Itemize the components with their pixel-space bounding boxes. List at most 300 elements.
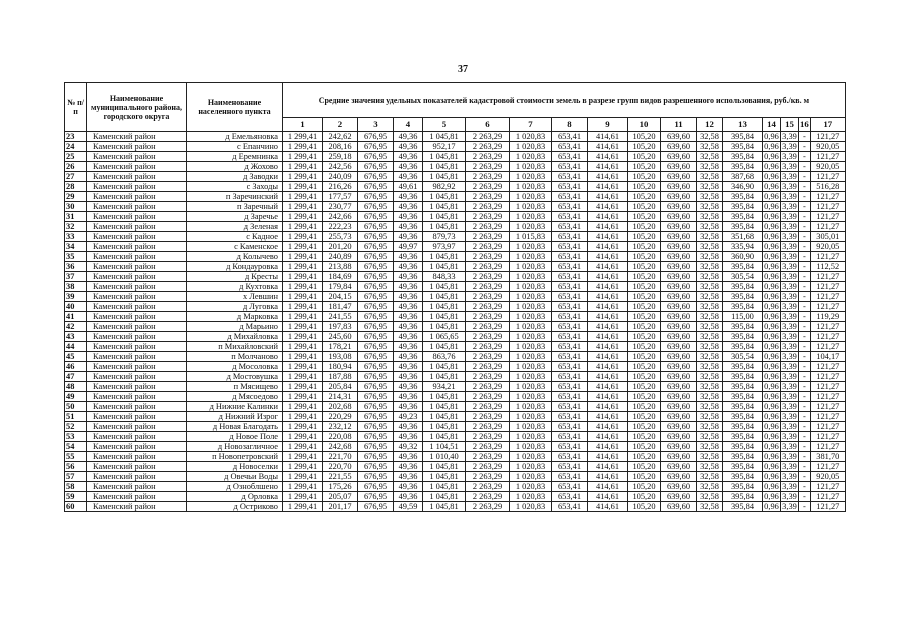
value-cell-group-14: 0,96: [764, 432, 779, 441]
value-cell-group-12: 32,58: [697, 212, 723, 222]
value-cell-group-1: 1 299,41: [283, 392, 323, 402]
value-cell-group-16: -: [799, 482, 811, 492]
value-cell-group-17: 121,27: [810, 412, 845, 422]
value-cell-group-9: 414,61: [588, 232, 628, 242]
value-cell-group-16: -: [799, 282, 811, 292]
value-cell-group-3: 676,95: [358, 132, 394, 142]
value-cell-group-17: 121,27: [810, 252, 845, 262]
value-cell-group-14: 0,96: [764, 322, 779, 331]
value-cell-group-14: 0,96: [764, 182, 779, 191]
value-cell-group-15: 3,39: [782, 262, 797, 271]
value-cell-group-9: 414,61: [588, 222, 628, 232]
value-cell-group-12: 32,58: [697, 392, 723, 402]
row-number: 23: [65, 132, 87, 142]
value-cell-group-11: 639,60: [661, 482, 697, 492]
value-cell-group-11: 639,60: [661, 212, 697, 222]
value-cell-group-13: 395,84: [723, 372, 763, 382]
value-cell-group-10: 105,20: [628, 362, 661, 372]
value-cell-group-2: 242,62: [323, 132, 358, 142]
settlement-cell: д Жохово: [187, 162, 283, 172]
value-cell-group-11: 639,60: [661, 172, 697, 182]
value-cell-group-11: 639,60: [661, 162, 697, 172]
value-cell-group-13: 395,84: [723, 292, 763, 302]
value-cell-group-4: 49,36: [394, 192, 423, 202]
value-cell-group-10: 105,20: [628, 452, 661, 462]
value-cell-group-17: 121,27: [810, 422, 845, 432]
district-cell: Каменский район: [87, 452, 187, 462]
value-cell-group-16: -: [799, 342, 811, 352]
row-number: 42: [65, 322, 87, 332]
value-cell-group-7: 1 020,83: [510, 162, 552, 172]
row-number: 43: [65, 332, 87, 342]
value-cell-group-5: 1 045,81: [423, 402, 466, 412]
value-cell-group-4: 49,36: [394, 492, 423, 502]
row-number: 58: [65, 482, 87, 492]
header-group-8: 8: [552, 118, 588, 132]
value-cell-group-5: 1 010,40: [423, 452, 466, 462]
value-cell-group-9: 414,61: [588, 342, 628, 352]
value-cell-group-9: 414,61: [588, 462, 628, 472]
value-cell-group-5: 1 045,81: [423, 292, 466, 302]
value-cell-group-11: 639,60: [661, 382, 697, 392]
value-cell-group-5: 1 045,81: [423, 162, 466, 172]
value-cell-group-4: 49,36: [394, 302, 423, 312]
value-cell-group-1: 1 299,41: [283, 152, 323, 162]
value-cell-group-6: 2 263,29: [466, 392, 510, 402]
value-cell-group-1: 1 299,41: [283, 142, 323, 152]
table-row: [65, 412, 846, 422]
value-cell-group-4: 49,36: [394, 332, 423, 342]
row-number: 56: [65, 462, 87, 472]
value-cell-group-16: -: [799, 252, 811, 262]
value-cell-group-10: 105,20: [628, 282, 661, 292]
value-cell-group-16: -: [799, 502, 811, 512]
value-cell-group-6: 2 263,29: [466, 152, 510, 162]
value-cell-group-4: 49,36: [394, 132, 423, 142]
value-cell-group-4: 49,36: [394, 152, 423, 162]
value-cell-group-4: 49,36: [394, 352, 423, 362]
value-cell-group-8: 653,41: [552, 312, 588, 322]
value-cell-group-17: 119,29: [810, 312, 845, 322]
value-cell-group-2: 201,20: [323, 242, 358, 252]
value-cell-group-10: 105,20: [628, 292, 661, 302]
value-cell-group-1: 1 299,41: [283, 472, 323, 482]
value-cell-group-1: 1 299,41: [283, 222, 323, 232]
value-cell-group-9: 414,61: [588, 282, 628, 292]
value-cell-group-4: 49,36: [394, 342, 423, 352]
value-cell-group-3: 676,95: [358, 442, 394, 452]
value-cell-group-10: 105,20: [628, 352, 661, 362]
district-cell: Каменский район: [87, 472, 187, 482]
value-cell-group-9: 414,61: [588, 392, 628, 402]
value-cell-group-8: 653,41: [552, 492, 588, 502]
value-cell-group-16: -: [799, 182, 811, 192]
table-body: [65, 132, 846, 512]
value-cell-group-2: 197,83: [323, 322, 358, 332]
settlement-cell: д Мосоловка: [187, 362, 283, 372]
value-cell-group-11: 639,60: [661, 422, 697, 432]
value-cell-group-12: 32,58: [697, 372, 723, 382]
value-cell-group-6: 2 263,29: [466, 212, 510, 222]
value-cell-group-10: 105,20: [628, 492, 661, 502]
value-cell-group-14: 0,96: [764, 492, 779, 501]
table-row: [65, 132, 846, 142]
value-cell-group-4: 49,36: [394, 482, 423, 492]
value-cell-group-11: 639,60: [661, 372, 697, 382]
value-cell-group-1: 1 299,41: [283, 362, 323, 372]
value-cell-group-13: 395,84: [723, 142, 763, 152]
value-cell-group-7: 1 020,83: [510, 132, 552, 142]
value-cell-group-9: 414,61: [588, 482, 628, 492]
value-cell-group-2: 259,18: [323, 152, 358, 162]
value-cell-group-12: 32,58: [697, 282, 723, 292]
value-cell-group-13: 387,68: [723, 172, 763, 182]
value-cell-group-9: 414,61: [588, 292, 628, 302]
value-cell-group-11: 639,60: [661, 182, 697, 192]
value-cell-group-4: 49,36: [394, 222, 423, 232]
value-cell-group-2: 220,70: [323, 462, 358, 472]
value-cell-group-10: 105,20: [628, 262, 661, 272]
value-cell-group-14: 0,96: [764, 382, 779, 391]
district-cell: Каменский район: [87, 412, 187, 422]
value-cell-group-13: 360,90: [723, 252, 763, 262]
value-cell-group-6: 2 263,29: [466, 312, 510, 322]
value-cell-group-8: 653,41: [552, 422, 588, 432]
value-cell-group-2: 220,29: [323, 412, 358, 422]
value-cell-group-2: 221,55: [323, 472, 358, 482]
value-cell-group-15: 3,39: [782, 422, 797, 431]
settlement-cell: д Михайловка: [187, 332, 283, 342]
value-cell-group-6: 2 263,29: [466, 142, 510, 152]
value-cell-group-8: 653,41: [552, 462, 588, 472]
value-cell-group-16: -: [799, 322, 811, 332]
value-cell-group-4: 49,36: [394, 322, 423, 332]
value-cell-group-3: 676,95: [358, 412, 394, 422]
value-cell-group-14: 0,96: [764, 142, 779, 151]
value-cell-group-6: 2 263,29: [466, 162, 510, 172]
district-cell: Каменский район: [87, 382, 187, 392]
value-cell-group-4: 49,61: [394, 182, 423, 192]
value-cell-group-3: 676,95: [358, 362, 394, 372]
settlement-cell: п Молчаново: [187, 352, 283, 362]
value-cell-group-3: 676,95: [358, 392, 394, 402]
value-cell-group-14: 0,96: [764, 302, 779, 311]
settlement-cell: д Овечьи Воды: [187, 472, 283, 482]
table-row: [65, 472, 846, 482]
value-cell-group-7: 1 020,83: [510, 432, 552, 442]
value-cell-group-1: 1 299,41: [283, 482, 323, 492]
value-cell-group-11: 639,60: [661, 392, 697, 402]
value-cell-group-17: 121,27: [810, 432, 845, 442]
header-group-13: 13: [723, 118, 763, 132]
value-cell-group-9: 414,61: [588, 362, 628, 372]
value-cell-group-12: 32,58: [697, 502, 723, 512]
value-cell-group-17: 112,52: [810, 262, 845, 272]
value-cell-group-5: 1 045,81: [423, 132, 466, 142]
row-number: 45: [65, 352, 87, 362]
value-cell-group-3: 676,95: [358, 502, 394, 512]
value-cell-group-17: 121,27: [810, 322, 845, 332]
value-cell-group-13: 395,84: [723, 162, 763, 172]
value-cell-group-1: 1 299,41: [283, 332, 323, 342]
value-cell-group-11: 639,60: [661, 452, 697, 462]
value-cell-group-6: 2 263,29: [466, 222, 510, 232]
value-cell-group-14: 0,96: [764, 232, 779, 241]
table-row: [65, 152, 846, 162]
value-cell-group-16: -: [799, 212, 811, 222]
district-cell: Каменский район: [87, 432, 187, 442]
value-cell-group-8: 653,41: [552, 142, 588, 152]
value-cell-group-17: 121,27: [810, 222, 845, 232]
value-cell-group-9: 414,61: [588, 382, 628, 392]
value-cell-group-10: 105,20: [628, 142, 661, 152]
value-cell-group-8: 653,41: [552, 372, 588, 382]
settlement-cell: д Еремнинка: [187, 152, 283, 162]
value-cell-group-8: 653,41: [552, 222, 588, 232]
value-cell-group-1: 1 299,41: [283, 172, 323, 182]
value-cell-group-9: 414,61: [588, 302, 628, 312]
value-cell-group-5: 863,76: [423, 352, 466, 362]
row-number: 41: [65, 312, 87, 322]
district-cell: Каменский район: [87, 152, 187, 162]
value-cell-group-2: 216,26: [323, 182, 358, 192]
value-cell-group-13: 395,84: [723, 262, 763, 272]
value-cell-group-13: 395,84: [723, 202, 763, 212]
value-cell-group-9: 414,61: [588, 422, 628, 432]
value-cell-group-15: 3,39: [782, 162, 797, 171]
value-cell-group-1: 1 299,41: [283, 132, 323, 142]
value-cell-group-4: 49,36: [394, 392, 423, 402]
district-cell: Каменский район: [87, 352, 187, 362]
value-cell-group-9: 414,61: [588, 372, 628, 382]
value-cell-group-16: -: [799, 152, 811, 162]
value-cell-group-14: 0,96: [764, 242, 779, 251]
value-cell-group-11: 639,60: [661, 242, 697, 252]
value-cell-group-15: 3,39: [782, 492, 797, 501]
value-cell-group-3: 676,95: [358, 382, 394, 392]
value-cell-group-2: 175,26: [323, 482, 358, 492]
value-cell-group-14: 0,96: [764, 452, 779, 461]
value-cell-group-7: 1 020,83: [510, 492, 552, 502]
value-cell-group-15: 3,39: [782, 482, 797, 491]
value-cell-group-8: 653,41: [552, 132, 588, 142]
value-cell-group-10: 105,20: [628, 382, 661, 392]
value-cell-group-15: 3,39: [782, 172, 797, 181]
value-cell-group-11: 639,60: [661, 502, 697, 512]
value-cell-group-16: -: [799, 392, 811, 402]
value-cell-group-2: 213,88: [323, 262, 358, 272]
value-cell-group-7: 1 020,83: [510, 172, 552, 182]
value-cell-group-12: 32,58: [697, 132, 723, 142]
value-cell-group-12: 32,58: [697, 442, 723, 452]
value-cell-group-12: 32,58: [697, 452, 723, 462]
row-number: 60: [65, 502, 87, 512]
value-cell-group-17: 516,28: [810, 182, 845, 192]
value-cell-group-14: 0,96: [764, 222, 779, 231]
settlement-cell: с Каменское: [187, 242, 283, 252]
value-cell-group-17: 121,27: [810, 492, 845, 502]
value-cell-group-3: 676,95: [358, 182, 394, 192]
value-cell-group-13: 395,84: [723, 472, 763, 482]
value-cell-group-16: -: [799, 232, 811, 242]
table-row: [65, 202, 846, 212]
value-cell-group-15: 3,39: [782, 232, 797, 241]
value-cell-group-15: 3,39: [782, 222, 797, 231]
value-cell-group-8: 653,41: [552, 152, 588, 162]
value-cell-group-4: 49,36: [394, 292, 423, 302]
district-cell: Каменский район: [87, 192, 187, 202]
value-cell-group-3: 676,95: [358, 252, 394, 262]
value-cell-group-1: 1 299,41: [283, 492, 323, 502]
value-cell-group-15: 3,39: [782, 452, 797, 461]
value-cell-group-11: 639,60: [661, 262, 697, 272]
value-cell-group-2: 181,47: [323, 302, 358, 312]
value-cell-group-14: 0,96: [764, 362, 779, 371]
value-cell-group-8: 653,41: [552, 282, 588, 292]
header-group-2: 2: [323, 118, 358, 132]
table-row: [65, 322, 846, 332]
value-cell-group-13: 395,84: [723, 452, 763, 462]
value-cell-group-1: 1 299,41: [283, 192, 323, 202]
value-cell-group-10: 105,20: [628, 442, 661, 452]
value-cell-group-12: 32,58: [697, 262, 723, 272]
settlement-cell: д Колычево: [187, 252, 283, 262]
value-cell-group-3: 676,95: [358, 262, 394, 272]
value-cell-group-17: 121,27: [810, 192, 845, 202]
value-cell-group-8: 653,41: [552, 202, 588, 212]
value-cell-group-13: 395,84: [723, 422, 763, 432]
row-number: 51: [65, 412, 87, 422]
value-cell-group-12: 32,58: [697, 302, 723, 312]
value-cell-group-8: 653,41: [552, 232, 588, 242]
value-cell-group-4: 49,36: [394, 402, 423, 412]
value-cell-group-4: 49,59: [394, 502, 423, 512]
value-cell-group-5: 1 045,81: [423, 372, 466, 382]
value-cell-group-8: 653,41: [552, 472, 588, 482]
value-cell-group-3: 676,95: [358, 342, 394, 352]
value-cell-group-2: 220,08: [323, 432, 358, 442]
value-cell-group-3: 676,95: [358, 372, 394, 382]
district-cell: Каменский район: [87, 272, 187, 282]
settlement-cell: д Марьино: [187, 322, 283, 332]
value-cell-group-7: 1 020,83: [510, 242, 552, 252]
table-row: [65, 222, 846, 232]
value-cell-group-17: 121,27: [810, 382, 845, 392]
value-cell-group-11: 639,60: [661, 462, 697, 472]
header-group-6: 6: [466, 118, 510, 132]
value-cell-group-10: 105,20: [628, 502, 661, 512]
value-cell-group-14: 0,96: [764, 412, 779, 421]
district-cell: Каменский район: [87, 172, 187, 182]
value-cell-group-9: 414,61: [588, 272, 628, 282]
value-cell-group-7: 1 020,83: [510, 402, 552, 412]
value-cell-group-10: 105,20: [628, 252, 661, 262]
value-cell-group-6: 2 263,29: [466, 192, 510, 202]
value-cell-group-2: 242,68: [323, 442, 358, 452]
table-row: [65, 422, 846, 432]
settlement-cell: д Емельяновка: [187, 132, 283, 142]
value-cell-group-7: 1 020,83: [510, 322, 552, 332]
value-cell-group-4: 49,36: [394, 422, 423, 432]
district-cell: Каменский район: [87, 442, 187, 452]
row-number: 49: [65, 392, 87, 402]
header-group-16: 16: [799, 118, 811, 132]
value-cell-group-6: 2 263,29: [466, 322, 510, 332]
value-cell-group-16: -: [799, 242, 811, 252]
value-cell-group-8: 653,41: [552, 192, 588, 202]
row-number: 37: [65, 272, 87, 282]
value-cell-group-10: 105,20: [628, 172, 661, 182]
district-cell: Каменский район: [87, 182, 187, 192]
value-cell-group-10: 105,20: [628, 462, 661, 472]
value-cell-group-13: 395,84: [723, 302, 763, 312]
value-cell-group-7: 1 020,83: [510, 372, 552, 382]
district-cell: Каменский район: [87, 502, 187, 512]
header-group-11: 11: [661, 118, 697, 132]
value-cell-group-16: -: [799, 402, 811, 412]
value-cell-group-13: 395,84: [723, 482, 763, 492]
table-row: [65, 142, 846, 152]
value-cell-group-6: 2 263,29: [466, 472, 510, 482]
value-cell-group-12: 32,58: [697, 342, 723, 352]
value-cell-group-13: 395,84: [723, 222, 763, 232]
value-cell-group-15: 3,39: [782, 182, 797, 191]
settlement-cell: с Заходы: [187, 182, 283, 192]
value-cell-group-1: 1 299,41: [283, 282, 323, 292]
value-cell-group-2: 204,15: [323, 292, 358, 302]
value-cell-group-16: -: [799, 272, 811, 282]
header-group-14: 14: [763, 118, 781, 132]
settlement-cell: д Заречье: [187, 212, 283, 222]
settlement-cell: п Заречный: [187, 202, 283, 212]
settlement-cell: п Новопетровский: [187, 452, 283, 462]
value-cell-group-7: 1 020,83: [510, 272, 552, 282]
value-cell-group-6: 2 263,29: [466, 402, 510, 412]
value-cell-group-10: 105,20: [628, 242, 661, 252]
settlement-cell: с Епанчино: [187, 142, 283, 152]
settlement-cell: д Кресты: [187, 272, 283, 282]
value-cell-group-16: -: [799, 172, 811, 182]
value-cell-group-6: 2 263,29: [466, 282, 510, 292]
value-cell-group-1: 1 299,41: [283, 322, 323, 332]
value-cell-group-5: 1 045,81: [423, 392, 466, 402]
value-cell-group-11: 639,60: [661, 412, 697, 422]
value-cell-group-14: 0,96: [764, 192, 779, 201]
table-row: [65, 402, 846, 412]
settlement-cell: д Марковка: [187, 312, 283, 322]
value-cell-group-4: 49,36: [394, 282, 423, 292]
table-row: [65, 362, 846, 372]
value-cell-group-9: 414,61: [588, 352, 628, 362]
value-cell-group-7: 1 020,83: [510, 332, 552, 342]
value-cell-group-1: 1 299,41: [283, 242, 323, 252]
settlement-cell: д Новая Благодать: [187, 422, 283, 432]
table-row: [65, 442, 846, 452]
value-cell-group-3: 676,95: [358, 352, 394, 362]
value-cell-group-9: 414,61: [588, 492, 628, 502]
value-cell-group-9: 414,61: [588, 472, 628, 482]
value-cell-group-4: 49,23: [394, 412, 423, 422]
settlement-cell: д Остриково: [187, 502, 283, 512]
value-cell-group-17: 121,27: [810, 132, 845, 142]
value-cell-group-8: 653,41: [552, 302, 588, 312]
header-group-3: 3: [358, 118, 394, 132]
value-cell-group-2: 221,70: [323, 452, 358, 462]
value-cell-group-2: 184,69: [323, 272, 358, 282]
value-cell-group-8: 653,41: [552, 242, 588, 252]
value-cell-group-17: 305,01: [810, 232, 845, 242]
value-cell-group-10: 105,20: [628, 342, 661, 352]
